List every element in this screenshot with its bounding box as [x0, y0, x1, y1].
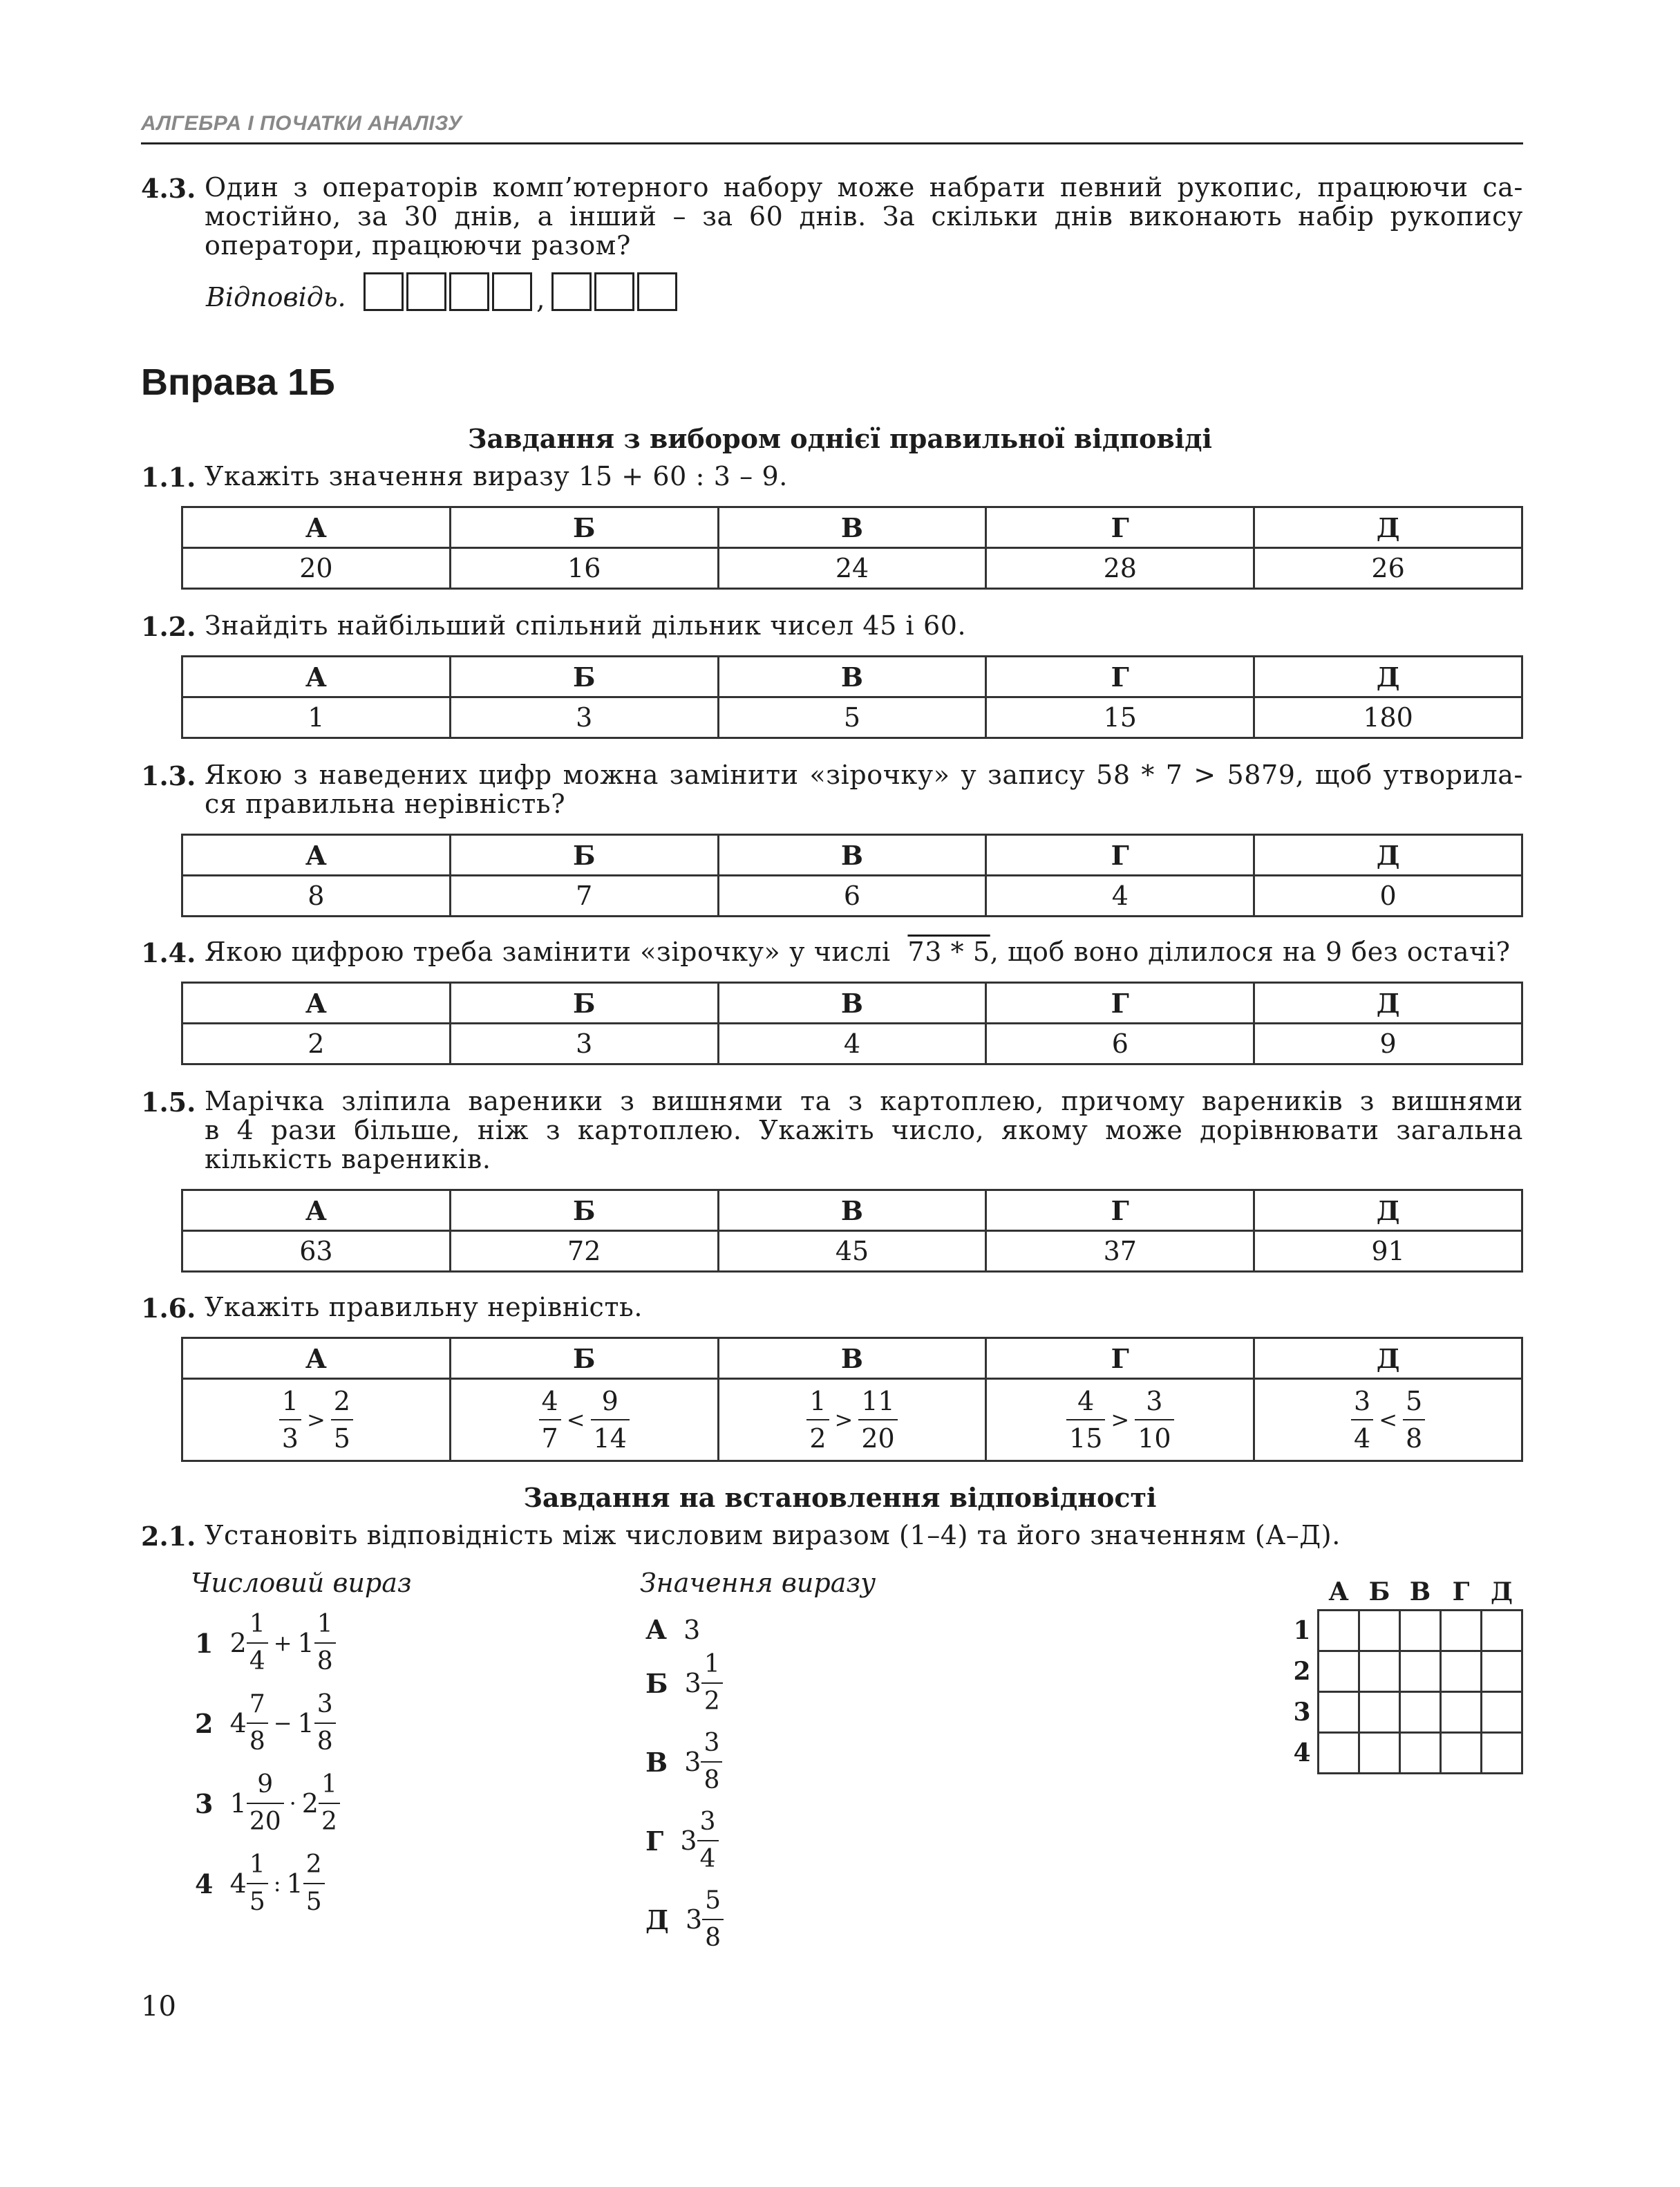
option-letter: В: [718, 835, 986, 876]
section-title: Вправа 1Б: [141, 362, 335, 403]
option-letter: Д: [1254, 657, 1522, 697]
question-number: 1.1.: [141, 462, 196, 493]
question-text: [205, 173, 1523, 260]
grid-column-label: Г: [1452, 1577, 1470, 1606]
option-value: 63: [182, 1231, 451, 1272]
fraction: $\frac{4}{15}$: [1066, 1386, 1105, 1454]
grid-cell[interactable]: [1441, 1692, 1482, 1733]
fraction: $\frac{9}{14}$: [591, 1386, 630, 1454]
column-heading: Числовий вираз: [191, 1568, 412, 1598]
text-line: кількість вареників.: [205, 1144, 491, 1174]
question-text: [205, 1087, 1523, 1174]
option-letter: В: [718, 657, 986, 697]
option-value: 91: [1254, 1231, 1522, 1272]
option-value: 4: [718, 1024, 986, 1064]
answer-cell[interactable]: [551, 272, 592, 311]
comparison-sign: <: [1379, 1407, 1397, 1433]
option-letter: А: [182, 1338, 451, 1379]
option-value: 15: [986, 697, 1254, 738]
option-letter: В: [718, 507, 986, 548]
question-number: 2.1.: [141, 1521, 196, 1552]
text-line: Один з операторів комп’ютерного набору може набрати певний рукопис, працюючи са-: [205, 172, 1523, 203]
option-letter: Б: [450, 835, 718, 876]
grid-cell[interactable]: [1441, 1651, 1482, 1692]
answer-label: Відповідь.: [206, 282, 346, 312]
option-value: 16: [450, 548, 718, 589]
overlined-number: 73 * 5: [907, 937, 990, 967]
answer-table: [181, 982, 1523, 1065]
option-letter: Г: [986, 507, 1254, 548]
question-text: Укажіть значення виразу 15 + 60 : 3 – 9.: [205, 461, 788, 491]
grid-cell[interactable]: [1482, 1651, 1522, 1692]
grid-row-label: 1: [1293, 1616, 1311, 1645]
expression-item: 2 4 $\frac{7}{8}$ − 1 $\frac{3}{8}$: [195, 1689, 336, 1757]
option-letter: Г: [986, 1338, 1254, 1379]
fraction: $\frac{1}{3}$: [279, 1386, 301, 1454]
grid-cell[interactable]: [1400, 1692, 1441, 1733]
comparison-sign: <: [566, 1407, 585, 1433]
grid-cell[interactable]: [1359, 1651, 1400, 1692]
comparison-sign: >: [834, 1407, 853, 1433]
grid-column-label: В: [1409, 1577, 1431, 1606]
fraction: $\frac{5}{8}$: [1403, 1386, 1425, 1454]
decimal-comma: ,: [536, 283, 545, 315]
grid-cell[interactable]: [1319, 1733, 1359, 1774]
option-value: 6: [986, 1024, 1254, 1064]
option-value: 180: [1254, 697, 1522, 738]
option-value: [1254, 1379, 1522, 1461]
value-item: Д 3 $\frac{5}{8}$: [645, 1886, 724, 1953]
option-letter: Д: [1254, 1190, 1522, 1231]
subsection-heading: Завдання на встановлення відповідності: [523, 1482, 1157, 1513]
comparison-sign: >: [306, 1407, 325, 1433]
fraction: $\frac{4}{7}$: [539, 1386, 561, 1454]
option-value: 3: [450, 697, 718, 738]
option-letter: А: [182, 1190, 451, 1231]
answer-cell[interactable]: [406, 272, 446, 311]
option-value: 5: [718, 697, 986, 738]
grid-cell[interactable]: [1441, 1611, 1482, 1651]
option-value: 6: [718, 876, 986, 917]
fraction: $\frac{1}{2}$: [806, 1386, 829, 1454]
option-value: 2: [182, 1024, 451, 1064]
question-number: 1.4.: [141, 937, 196, 968]
text-line: мостійно, за 30 днів, а інший – за 60 днів. За скільки днів виконають набір рукопису: [205, 201, 1523, 232]
text-line: Марічка зліпила вареники з вишнями та з картоплею, причому вареників з вишнями: [205, 1086, 1523, 1116]
expression-item: 3 1 $\frac{9}{20}$ · 2 $\frac{1}{2}$: [195, 1770, 340, 1837]
option-value: 9: [1254, 1024, 1522, 1064]
option-value: 20: [182, 548, 451, 589]
question-text: [205, 760, 1523, 818]
answer-cell[interactable]: [449, 272, 489, 311]
fraction: $\frac{3}{10}$: [1135, 1386, 1173, 1454]
grid-cell[interactable]: [1319, 1611, 1359, 1651]
option-value: [718, 1379, 986, 1461]
fraction: $\frac{11}{20}$: [858, 1386, 897, 1454]
option-letter: А: [182, 507, 451, 548]
option-letter: Д: [1254, 983, 1522, 1024]
expression-item: 1 2 $\frac{1}{4}$ + 1 $\frac{1}{8}$: [195, 1609, 336, 1677]
option-value: [182, 1379, 451, 1461]
option-letter: А: [182, 657, 451, 697]
question-text: Установіть відповідність між числовим виразом (1–4) та його значенням (А–Д).: [205, 1520, 1341, 1550]
grid-row-label: 2: [1293, 1657, 1311, 1686]
question-number: 1.3.: [141, 760, 196, 791]
matching-answer-grid: [1317, 1609, 1523, 1774]
text-line: оператори, працюючи разом?: [205, 230, 631, 261]
option-letter: Г: [986, 657, 1254, 697]
text-part: Якою цифрою треба замінити «зірочку» у числі: [205, 937, 891, 967]
option-value: 7: [450, 876, 718, 917]
option-value: 8: [182, 876, 451, 917]
column-heading: Значення виразу: [640, 1568, 876, 1598]
option-value: [450, 1379, 718, 1461]
option-letter: А: [182, 983, 451, 1024]
grid-cell[interactable]: [1359, 1611, 1400, 1651]
grid-column-label: Б: [1368, 1577, 1390, 1606]
question-number: 1.6.: [141, 1293, 196, 1324]
text-line: Якою з наведених цифр можна замінити «зірочку» у запису 58 * 7 > 5879, щоб утворила-: [205, 760, 1523, 790]
subsection-heading: Завдання з вибором однієї правильної відповіді: [468, 423, 1212, 454]
value-item: А 3: [645, 1614, 701, 1645]
option-letter: Д: [1254, 1338, 1522, 1379]
grid-cell[interactable]: [1482, 1692, 1522, 1733]
option-value: 3: [450, 1024, 718, 1064]
grid-cell[interactable]: [1400, 1611, 1441, 1651]
grid-row-label: 4: [1293, 1738, 1311, 1767]
option-letter: Б: [450, 507, 718, 548]
question-text: Укажіть правильну нерівність.: [205, 1292, 643, 1322]
question-number: 1.2.: [141, 611, 196, 642]
fraction: $\frac{3}{4}$: [1351, 1386, 1373, 1454]
value-item: Г 3 $\frac{3}{4}$: [645, 1807, 719, 1875]
grid-cell[interactable]: [1482, 1611, 1522, 1651]
comparison-sign: >: [1111, 1407, 1130, 1433]
option-letter: Б: [450, 1338, 718, 1379]
option-letter: Б: [450, 657, 718, 697]
grid-cell[interactable]: [1400, 1733, 1441, 1774]
text-line: в 4 рази більше, ніж з картоплею. Укажіть число, якому може дорівнювати загальна: [205, 1115, 1523, 1145]
grid-cell[interactable]: [1400, 1651, 1441, 1692]
question-number: 4.3.: [141, 173, 196, 204]
grid-cell[interactable]: [1482, 1733, 1522, 1774]
expression-item: 4 4 $\frac{1}{5}$ : 1 $\frac{2}{5}$: [195, 1850, 325, 1917]
value-item: Б 3 $\frac{1}{2}$: [645, 1649, 723, 1717]
option-value: 0: [1254, 876, 1522, 917]
answer-table: [181, 506, 1523, 590]
option-letter: Д: [1254, 507, 1522, 548]
answer-cell[interactable]: [637, 272, 677, 311]
question-number: 1.5.: [141, 1087, 196, 1118]
option-value: 4: [986, 876, 1254, 917]
answer-table: [181, 834, 1523, 917]
option-value: 28: [986, 548, 1254, 589]
grid-column-label: Д: [1490, 1577, 1513, 1606]
option-value: 37: [986, 1231, 1254, 1272]
option-letter: Б: [450, 983, 718, 1024]
grid-cell[interactable]: [1441, 1733, 1482, 1774]
text-part: , щоб воно ділилося на 9 без остачі?: [990, 937, 1511, 967]
option-letter: Г: [986, 983, 1254, 1024]
answer-table: [181, 1189, 1523, 1273]
grid-row-label: 3: [1293, 1698, 1311, 1727]
option-letter: Б: [450, 1190, 718, 1231]
option-value: 72: [450, 1231, 718, 1272]
option-letter: А: [182, 835, 451, 876]
page-number: 10: [141, 1991, 176, 2022]
answer-table: [181, 655, 1523, 739]
option-letter: Г: [986, 1190, 1254, 1231]
answer-cell[interactable]: [594, 272, 634, 311]
option-letter: В: [718, 1190, 986, 1231]
answer-cell[interactable]: [364, 272, 404, 311]
grid-cell[interactable]: [1359, 1733, 1400, 1774]
grid-cell[interactable]: [1319, 1692, 1359, 1733]
option-value: 24: [718, 548, 986, 589]
question-text: Знайдіть найбільший спільний дільник чисел 45 і 60.: [205, 610, 967, 641]
answer-table: [181, 1337, 1523, 1462]
grid-column-label: А: [1328, 1577, 1349, 1606]
option-value: 45: [718, 1231, 986, 1272]
answer-cell[interactable]: [492, 272, 532, 311]
fraction: $\frac{2}{5}$: [331, 1386, 353, 1454]
grid-cell[interactable]: [1359, 1692, 1400, 1733]
grid-cell[interactable]: [1319, 1651, 1359, 1692]
value-item: В 3 $\frac{3}{8}$: [645, 1728, 722, 1796]
option-letter: Г: [986, 835, 1254, 876]
option-value: 26: [1254, 548, 1522, 589]
option-letter: В: [718, 1338, 986, 1379]
option-value: [986, 1379, 1254, 1461]
option-letter: В: [718, 983, 986, 1024]
header-rule: [141, 142, 1523, 144]
text-line: ся правильна нерівність?: [205, 789, 566, 819]
option-value: 1: [182, 697, 451, 738]
option-letter: Д: [1254, 835, 1522, 876]
running-head: АЛГЕБРА І ПОЧАТКИ АНАЛІЗУ: [141, 112, 462, 135]
question-text: [205, 937, 1511, 966]
